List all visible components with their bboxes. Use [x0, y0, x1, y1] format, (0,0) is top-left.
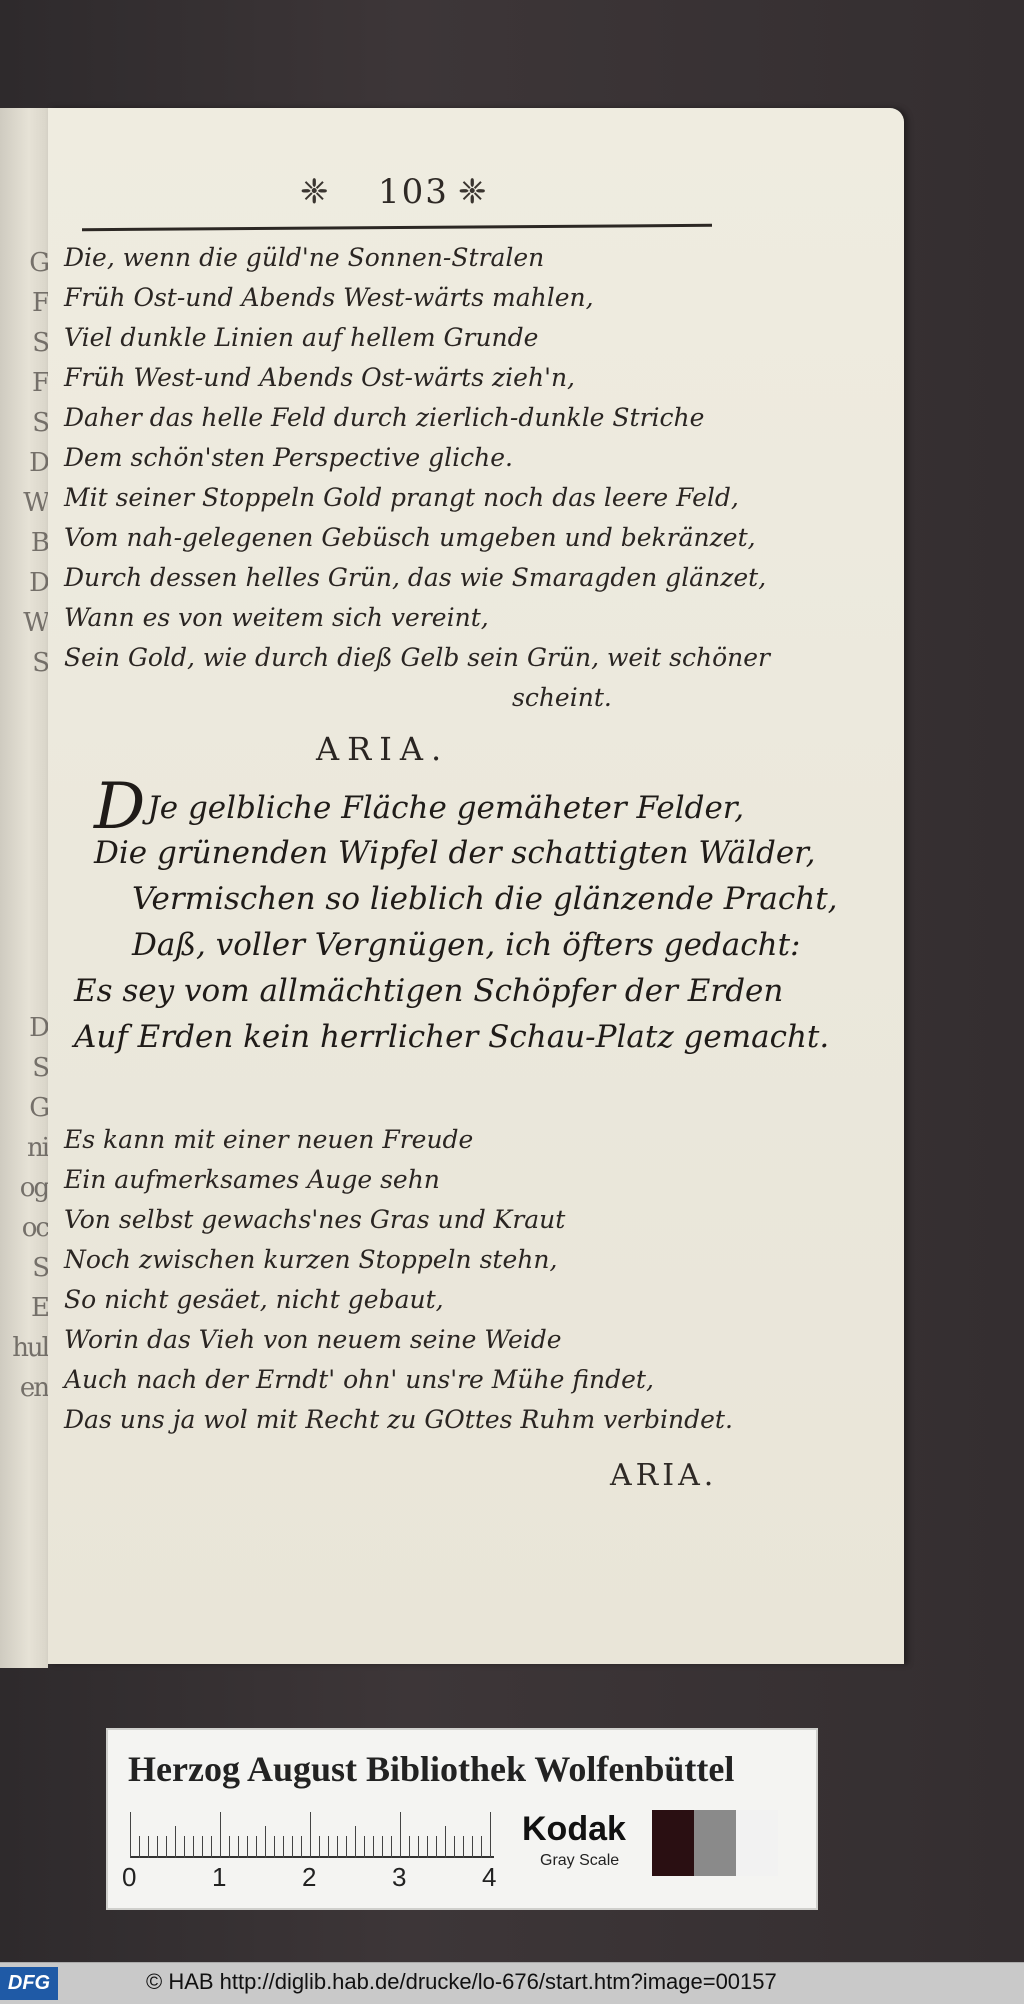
ruler-tick [301, 1836, 302, 1858]
verse-line: Noch zwischen kurzen Stoppeln stehn, [64, 1245, 558, 1274]
facing-page-fragment: W [23, 488, 48, 518]
verse-line: Ein aufmerksames Auge sehn [64, 1165, 440, 1194]
verse-line: Früh Ost-und Abends West-wärts mahlen, [64, 283, 594, 312]
ruler-tick [175, 1826, 176, 1858]
facing-page-fragment: en [19, 1373, 48, 1403]
ruler-tick [454, 1836, 455, 1858]
ruler-tick [427, 1836, 428, 1858]
ruler-tick [400, 1812, 401, 1858]
ruler-tick [355, 1826, 356, 1858]
ruler-tick [328, 1836, 329, 1858]
scale-ruler [130, 1812, 494, 1858]
verse-line: Vom nah-gelegenen Gebüsch umgeben und bekränzet, [64, 523, 756, 552]
facing-page-fragment: S [32, 648, 48, 678]
facing-page-fragment: S [32, 1253, 48, 1283]
facing-page-fragment: F [31, 368, 48, 398]
ruler-numbers [122, 1862, 502, 1892]
ruler-tick [418, 1836, 419, 1858]
aria-line: Daß, voller Vergnügen, ich öfters gedacht: [132, 927, 801, 963]
facing-page-fragment: D [29, 1013, 48, 1043]
aria-line: Die grünenden Wipfel der schattigten Wälder, [94, 835, 816, 871]
ruler-tick [166, 1836, 167, 1858]
facing-page-fragment: F [31, 288, 48, 318]
verse-line: Das uns ja wol mit Recht zu GOttes Ruhm verbindet. [64, 1405, 733, 1434]
ruler-tick [472, 1836, 473, 1858]
ruler-tick [211, 1836, 212, 1858]
aria-line: Auf Erden kein herrlicher Schau-Platz gemacht. [74, 1019, 830, 1055]
library-name: Herzog August Bibliothek Wolfenbüttel [128, 1749, 735, 1789]
verse-line: Mit seiner Stoppeln Gold prangt noch das leere Feld, [64, 483, 739, 512]
facing-page-fragment: D [29, 568, 48, 598]
ruler-tick [346, 1836, 347, 1858]
facing-page-fragment: hul [12, 1333, 48, 1363]
ruler-number: 2 [302, 1862, 317, 1892]
ruler-tick [445, 1826, 446, 1858]
verse-1 [64, 238, 770, 718]
verse-line: Auch nach der Erndt' ohn' uns're Mühe findet, [64, 1365, 654, 1394]
verse-line: Die, wenn die güld'ne Sonnen-Stralen [64, 243, 545, 272]
ruler-number: 4 [482, 1862, 497, 1892]
ruler-tick [247, 1836, 248, 1858]
verse-line: Dem schön'sten Perspective gliche. [64, 443, 513, 472]
facing-page-fragment: D [29, 448, 48, 478]
catchword: ARIA. [610, 1458, 718, 1493]
swatch-dark [652, 1810, 694, 1876]
facing-page-fragment: S [32, 1053, 48, 1083]
aria-line: Es sey vom allmächtigen Schöpfer der Erden [74, 973, 784, 1009]
ruler-tick [481, 1836, 482, 1858]
aria-line-text: Je gelbliche Fläche gemäheter Felder, [147, 790, 745, 826]
aria-line [94, 770, 745, 844]
ruler-tick [130, 1812, 131, 1858]
verse-line: Durch dessen helles Grün, das wie Smaragden glänzet, [64, 563, 767, 592]
verse-line: Daher das helle Feld durch zierlich-dunkle Striche [64, 403, 705, 432]
gray-scale-text: Gray Scale [540, 1852, 620, 1869]
verse-line: scheint. [512, 683, 612, 712]
kodak-logo: Kodak [522, 1810, 626, 1848]
verse-line: Von selbst gewachs'nes Gras und Kraut [64, 1205, 566, 1234]
ruler-tick [157, 1836, 158, 1858]
ornament-left-icon: ❈ [300, 172, 329, 212]
ruler-tick [391, 1836, 392, 1858]
verse-line: So nicht gesäet, nicht gebaut, [64, 1285, 444, 1314]
ruler-tick [274, 1836, 275, 1858]
ruler-tick [490, 1812, 491, 1858]
swatch-light [736, 1810, 778, 1876]
verse-2 [64, 1120, 733, 1440]
ornament-right-icon: ❈ [458, 172, 487, 212]
ruler-tick [373, 1836, 374, 1858]
ruler-tick [139, 1836, 140, 1858]
ruler-tick [364, 1836, 365, 1858]
ruler-tick [463, 1836, 464, 1858]
facing-page-fragment: og [19, 1173, 48, 1203]
facing-page-edge [0, 108, 48, 1668]
ruler-tick [409, 1836, 410, 1858]
ruler-tick [229, 1836, 230, 1858]
dropcap: D [94, 770, 146, 844]
ruler-tick [184, 1836, 185, 1858]
swatch-mid [694, 1810, 736, 1876]
footer-bar [0, 1962, 1024, 2004]
ruler-tick [148, 1836, 149, 1858]
ruler-tick [220, 1812, 221, 1858]
ruler-number: 1 [212, 1862, 227, 1892]
ruler-tick [283, 1836, 284, 1858]
aria-heading: ARIA. [316, 730, 450, 768]
facing-page-fragment: E [31, 1293, 48, 1323]
ruler-number: 0 [122, 1862, 137, 1892]
facing-page-fragment: S [32, 408, 48, 438]
dfg-logo: DFG [0, 1967, 58, 2000]
ruler-number: 3 [392, 1862, 407, 1892]
facing-page-fragment: oc [21, 1213, 48, 1243]
ruler-tick [337, 1836, 338, 1858]
aria-line: Vermischen so lieblich die glänzende Pracht, [132, 881, 838, 917]
verse-line: Sein Gold, wie durch dieß Gelb sein Grün, weit schöner [64, 643, 770, 672]
verse-line: Früh West-und Abends Ost-wärts zieh'n, [64, 363, 575, 392]
ruler-tick [382, 1836, 383, 1858]
ruler-tick [310, 1812, 311, 1858]
ruler-tick [319, 1836, 320, 1858]
facing-page-fragment: ni [26, 1133, 48, 1163]
verse-line: Worin das Vieh von neuem seine Weide [64, 1325, 562, 1354]
ruler-tick [436, 1836, 437, 1858]
ruler-tick [238, 1836, 239, 1858]
verse-line: Wann es von weitem sich vereint, [64, 603, 489, 632]
header-rule [82, 224, 712, 231]
ruler-tick [292, 1836, 293, 1858]
color-target-label [106, 1728, 818, 1910]
facing-page-fragment: G [29, 1093, 48, 1123]
book-page [48, 108, 904, 1664]
copyright-link[interactable]: © HAB http://diglib.hab.de/drucke/lo-676/start.htm?image=00157 [146, 1969, 777, 1994]
page-header [48, 172, 904, 216]
facing-page-fragment: B [30, 528, 48, 558]
verse-line: Viel dunkle Linien auf hellem Grunde [64, 323, 539, 352]
facing-page-fragment: G [29, 248, 48, 278]
facing-page-fragment: S [32, 328, 48, 358]
verse-line: Es kann mit einer neuen Freude [64, 1125, 474, 1154]
ruler-tick [193, 1836, 194, 1858]
ruler-tick [265, 1826, 266, 1858]
ruler-tick [202, 1836, 203, 1858]
page-number: 103 [378, 172, 449, 212]
facing-page-fragment: W [23, 608, 48, 638]
ruler-tick [256, 1836, 257, 1858]
